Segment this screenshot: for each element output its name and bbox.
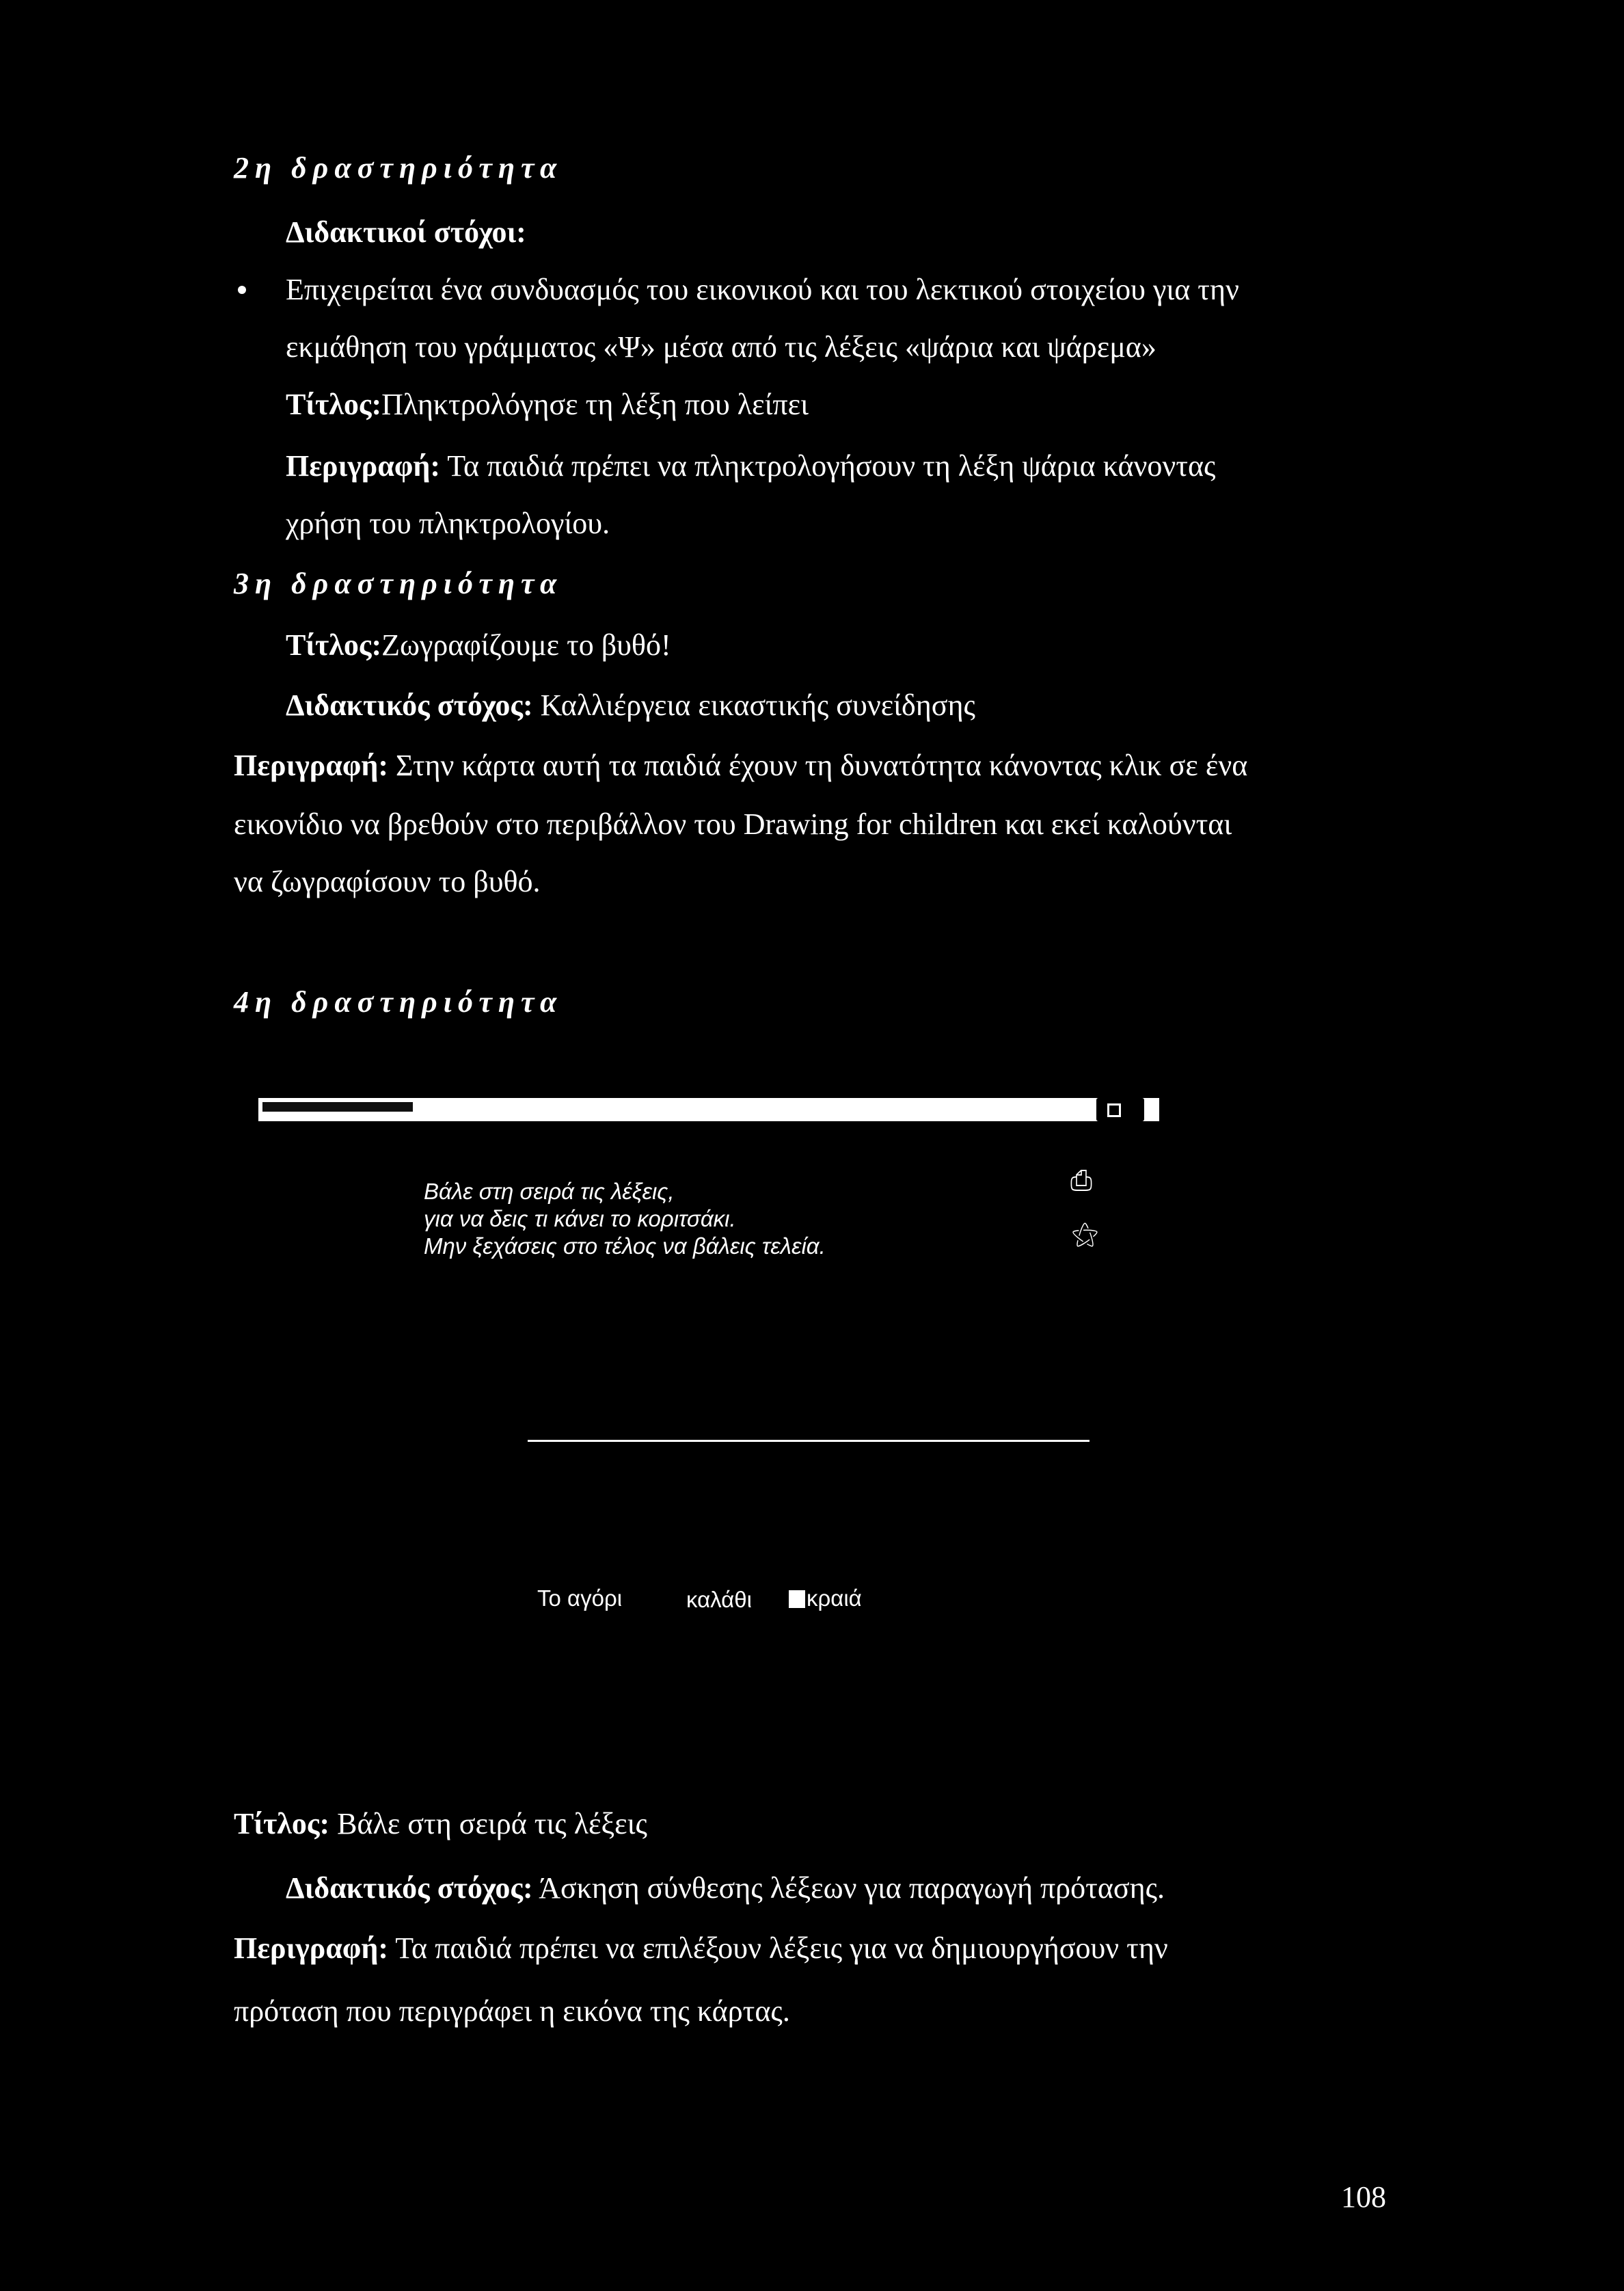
word-tile-3-box (789, 1590, 805, 1608)
activity4-title-label: Τίτλος: (234, 1807, 330, 1840)
activity4-desc-label: Περιγραφή: (234, 1931, 388, 1965)
bullet-icon (238, 286, 246, 294)
activity4-goal-label: Διδακτικός στόχος: (286, 1871, 533, 1905)
activity2-desc-line2: χρήση του πληκτρολογίου. (286, 507, 610, 540)
activity2-heading: 2η δραστηριότητα (234, 151, 563, 185)
printer-icon[interactable]: ⎙ (1070, 1165, 1092, 1196)
activity3-desc-line3: να ζωγραφίσουν το βυθό. (234, 865, 541, 898)
screenshot-instruction-line1: Βάλε στη σειρά τις λέξεις, (424, 1179, 675, 1204)
activity3-goal-label: Διδακτικός στόχος: (286, 688, 533, 722)
activity3-desc-line1: Στην κάρτα αυτή τα παιδιά έχουν τη δυνατότητα κάνοντας κλικ σε ένα (388, 749, 1248, 782)
activity3-desc-line2: εικονίδιο να βρεθούν στο περιβάλλον του Drawing for children και εκεί καλούνται (234, 807, 1232, 841)
activity4-title-value: Βάλε στη σειρά τις λέξεις (329, 1807, 647, 1840)
activity4-heading: 4η δραστηριότητα (234, 985, 563, 1019)
activity2-title-label: Τίτλος: (286, 388, 382, 421)
screenshot-instruction-line2: για να δεις τι κάνει το κοριτσάκι. (424, 1206, 736, 1231)
activity3-desc-label: Περιγραφή: (234, 749, 388, 782)
screenshot-instruction-line3: Μην ξεχάσεις στο τέλος να βάλεις τελεία. (424, 1233, 826, 1259)
answer-line (528, 1440, 1090, 1442)
screenshot-progress-bar (262, 1102, 413, 1112)
activity2-title (286, 386, 809, 424)
activity4-desc (234, 1929, 1168, 1968)
activity2-title-value: Πληκτρολόγησε τη λέξη που λείπει (381, 388, 809, 421)
activity3-title-label: Τίτλος: (286, 628, 382, 662)
word-tile-2[interactable]: καλάθι (686, 1587, 752, 1612)
activity2-bullet-line1: Επιχειρείται ένα συνδυασμός του εικονικού και του λεκτικού στοιχείου για την (286, 273, 1239, 306)
activity2-desc (286, 447, 1215, 485)
figure-icon: ⚝ (1072, 1218, 1098, 1250)
activity4-desc-line1: Τα παιδιά πρέπει να επιλέξουν λέξεις για να δημιουργήσουν την (388, 1931, 1168, 1965)
activity3-goal-value: Καλλιέργεια εικαστικής συνείδησης (532, 688, 975, 722)
word-tile-3-label: κραιά (807, 1585, 862, 1611)
activity4-goal (286, 1869, 1165, 1907)
word-tile-1[interactable]: Το αγόρι (537, 1585, 623, 1611)
activity3-goal (286, 686, 975, 725)
activity3-title-value: Ζωγραφίζουμε το βυθό! (381, 628, 671, 662)
screenshot-toolbar (258, 1098, 1159, 1121)
activity3-desc (234, 747, 1247, 785)
activity2-bullet-line2: εκμάθηση του γράμματος «Ψ» μέσα από τις λέξεις «ψάρια και ψάρεμα» (286, 330, 1156, 364)
word-tile-3[interactable] (789, 1585, 862, 1612)
activity2-desc-line1: Τα παιδιά πρέπει να πληκτρολογήσουν τη λέξη ψάρια κάνοντας (440, 449, 1216, 483)
activity2-desc-label: Περιγραφή: (286, 449, 440, 483)
activity4-desc-line2: πρόταση που περιγράφει η εικόνα της κάρτας. (234, 1994, 790, 2028)
window-control-icon (1096, 1098, 1144, 1121)
activity3-heading: 3η δραστηριότητα (234, 567, 563, 600)
activity3-title (286, 626, 671, 665)
page-number: 108 (1341, 2180, 1386, 2214)
activity4-title (234, 1805, 647, 1843)
activity4-goal-value: Άσκηση σύνθεσης λέξεων για παραγωγή πρότασης. (532, 1871, 1165, 1905)
activity2-goals-label: Διδακτικοί στόχοι: (286, 215, 526, 249)
